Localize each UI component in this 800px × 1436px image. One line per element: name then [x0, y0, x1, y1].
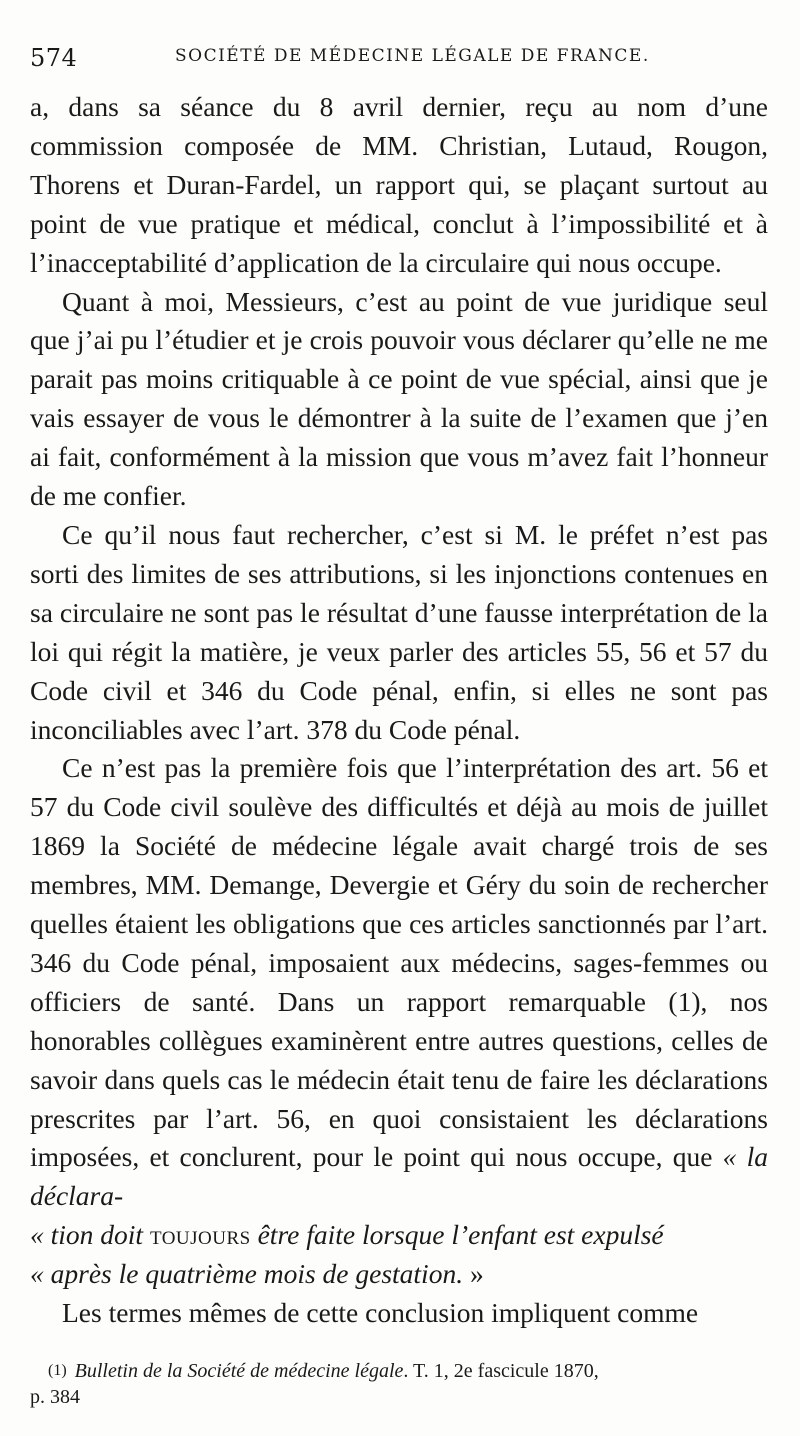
body-text: [30, 88, 768, 1333]
running-head: SOCIÉTÉ DE MÉDECINE LÉGALE DE FRANCE.: [175, 46, 650, 66]
quote-part-4: « après le quatrième mois de gestation.: [30, 1258, 464, 1290]
quote-part-2: « tion doit: [30, 1219, 150, 1251]
quote-smallcaps: toujours: [149, 1219, 251, 1251]
paragraph-3: Ce qu’il nous faut rechercher, c’est si M. le préfet n’est pas sorti des limites de ses attributions, si les injonctions contenues en sa circulaire ne sont pas le résultat d’une fausse interprétation de la loi qui régit la matière, je veux parler des articles 55, 56 et 57 du Code civil et 346 du Code pénal, enfin, si elles ne sont pas inconciliables avec l’art. 378 du Code pénal.: [30, 518, 768, 745]
footnote-line-2: p. 384: [30, 1386, 80, 1408]
paragraph-1: a, dans sa séance du 8 avril dernier, reçu au nom d’une commission composée de MM. Christian, Lutaud, Rougon, Thorens et Duran-Fardel, un rapport qui, se plaçant surtout au point de vue pratique et médical, conclut à l’impossibilité et à l’inacceptabilité d’application de la circulaire qui nous occupe.: [30, 91, 768, 278]
quote-part-1: « la déclara-: [30, 1141, 769, 1212]
paragraph-4: [30, 749, 768, 1294]
footnote-line-1: [30, 1358, 775, 1384]
quote-part-3: être faite lorsque l’enfant est expulsé: [250, 1219, 664, 1251]
paragraph-5: Les termes mêmes de cette conclusion impliquent comme: [62, 1297, 699, 1329]
page-number: 574: [30, 44, 78, 72]
footnote-title: Bulletin de la Société de médecine légale: [74, 1360, 404, 1382]
paragraph-4-text: Ce n’est pas la première fois que l’interprétation des art. 56 et 57 du Code civil soulève des difficultés et déjà au mois de juillet 1869 la Société de médecine légale avait chargé trois de ses membres, MM. Demange, Devergie et Géry du soin de rechercher quelles étaient les obligations que ces articles sanctionnés par l’art. 346 du Code pénal, imposaient aux médecins, sages-femmes ou officiers de santé. Dans un rapport remarquable (1), nos honorables collègues examinèrent entre autres questions, celles de savoir dans quels cas le médecin était tenu de faire les déclarations prescrites par l’art. 56, en quoi consistaient les déclarations imposées, et conclurent, pour le point qui nous occupe, que: [30, 752, 768, 1173]
footnote-rest: . T. 1, 2e fascicule 1870,: [403, 1360, 599, 1382]
page-header: [30, 40, 770, 80]
quote-close: »: [463, 1258, 484, 1290]
footnote-mark: (1): [48, 1362, 67, 1379]
footnote: [30, 1358, 775, 1410]
paragraph-2: Quant à moi, Messieurs, c’est au point de vue juridique seul que j’ai pu l’étudier et je crois pouvoir vous déclarer qu’elle ne me parait pas moins critiquable à ce point de vue spécial, ainsi que je vais essayer de vous le démontrer à la suite de l’examen que j’en ai fait, conformément à la mission que vous m’avez fait l’honneur de me confier.: [30, 285, 768, 512]
